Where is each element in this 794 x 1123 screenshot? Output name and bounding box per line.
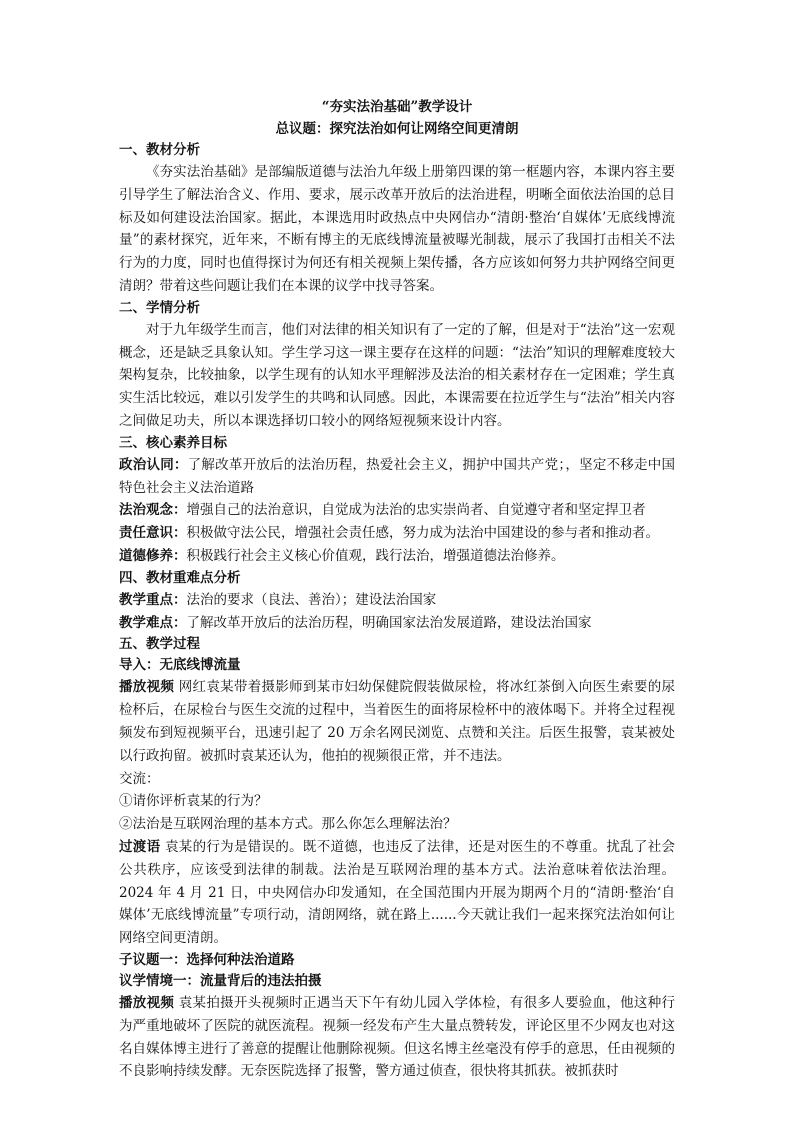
- section-heading-core-goals: 三、核心素养目标: [119, 434, 227, 451]
- difficult-label: 教学难点：: [119, 614, 187, 631]
- goal-rule-of-law: [119, 499, 675, 522]
- goal-label: 责任意识：: [119, 525, 187, 542]
- goal-political-identity: [119, 454, 675, 500]
- difficult-text: 了解改革开放后的法治历程，明确国家法治发展道路，建设法治国家: [186, 614, 592, 631]
- document-subtitle: 总议题：探究法治如何让网络空间更清朗: [275, 121, 519, 137]
- video-text: 网红袁某带着摄影师到某市妇幼保健院假装做尿检，将冰红茶倒入向医生索要的尿检杯后，在尿检台与医生交流的过程中，当着医生的面将尿检杯中的液体喝下。并将全过程视频发布到短视频平台，迅速引起了 20 万余名网民浏览、点赞和关注。后医生报警，袁某被处以行政拘留。被抓时袁某还认为，他拍的视频很正常，并不违法。: [119, 679, 676, 764]
- video-label: 播放视频: [119, 679, 175, 696]
- teaching-key-points: [119, 589, 675, 612]
- sub-topic-1-heading: 子议题一：选择何种法治道路: [119, 951, 295, 968]
- video-text: 袁某拍摄开头视频时正遇当天下午有幼儿园入学体检，有很多人要验血，他这种行为严重地破坏了医院的就医流程。视频一经发布产生大量点赞转发，评论区里不少网友也对这名自媒体博主进行了善意的提醒让他删除视频。但这名博主丝毫没有停手的意思，任由视频的不良影响持续发酵。无奈医院选择了报警，警方通过侦查，很快将其抓获。被抓获时: [119, 994, 676, 1080]
- section-heading-student-analysis: 二、学情分析: [119, 299, 200, 316]
- goal-text: 积极践行社会主义核心价值观，践行法治，增强道德法治修养。: [186, 547, 565, 564]
- goal-text: 增强自己的法治意识，自觉成为法治的忠实崇尚者、自觉遵守者和坚定捍卫者: [186, 502, 646, 519]
- question-1: ①请你评析袁某的行为？: [119, 793, 268, 810]
- student-analysis-paragraph: 对于九年级学生而言，他们对法律的相关知识有了一定的了解，但是对于“法治”这一宏观概念，还是缺乏具象认知。学生学习这一课主要存在这样的问题：“法治”知识的理解难度较大架构复杂，比较抽象，以学生现有的认知水平理解涉及法治的相关素材存在一定困难；学生真实生活比较远，难以引发学生的共鸣和认同感。因此，本课需要在拉近学生与“法治”相关内容之间做足功夫，所以本课选择切口较小的网络短视频来设计内容。: [119, 321, 675, 429]
- goal-label: 政治认同：: [119, 456, 188, 473]
- exchange-label: 交流：: [119, 770, 160, 787]
- textbook-analysis-paragraph: 《夯实法治基础》是部编版道德与法治九年级上册第四课的第一框题内容，本课内容主要引导学生了解法治含义、作用、要求，展示改革开放后的法治进程，明晰全面依法治国的总目标及如何建设法治国家。据此，本课选用时政热点中央网信办“清朗·整治‘自媒体’无底线博流量”的素材探究，近年来，不断有博主的无底线博流量被曝光制裁，展示了我国打击相关不法行为的力度，同时也值得探讨为何还有相关视频上架传播，各方应该如何努力共护网络空间更清朗？带着这些问题让我们在本课的议学中找寻答案。: [119, 164, 675, 294]
- section-heading-textbook-analysis: 一、教材分析: [119, 142, 200, 158]
- video-paragraph-2: [119, 992, 675, 1083]
- key-label: 教学重点：: [119, 591, 187, 608]
- transition-text: 袁某的行为是错误的。既不道德，也违反了法律，还是对医生的不尊重。扰乱了社会公共秩序，应该受到法律的制裁。法治是互联网治理的基本方式。法治意味着依法治理。2024 年 4 月 21 日，中央网信办印发通知，在全国范围内开展为期两个月的“清朗·整治‘自媒体’无底线博流量”专项行动，清朗网络，就在路上......今天就让我们一起来探究法治如何让网络空间更清朗。: [119, 838, 676, 947]
- document-title: “夯实法治基础”教学设计: [321, 99, 473, 115]
- question-2: ②法治是互联网治理的基本方式。那么你怎么理解法治？: [119, 816, 457, 833]
- section-heading-key-difficult: 四、教材重难点分析: [119, 569, 241, 586]
- goal-label: 道德修养：: [119, 547, 187, 564]
- video-label: 播放视频: [119, 994, 175, 1011]
- goal-text: 积极做守法公民，增强社会责任感，努力成为法治中国建设的参与者和推动者。: [186, 525, 659, 542]
- key-text: 法治的要求（良法、善治）；建设法治国家: [186, 591, 437, 608]
- document-page: [119, 96, 675, 1083]
- goal-text: 了解改革开放后的法治历程，热爱社会主义，拥护中国共产党；，坚定不移走中国特色社会主义法治道路: [119, 456, 675, 496]
- scenario-1-heading: 议学情境一：流量背后的违法拍摄: [119, 972, 322, 989]
- goal-responsibility: [119, 522, 675, 545]
- intro-heading: 导入：无底线博流量: [119, 657, 241, 674]
- goal-label: 法治观念：: [119, 502, 187, 519]
- goal-morality: [119, 545, 675, 568]
- section-heading-teaching-process: 五、教学过程: [119, 636, 200, 653]
- transition-paragraph: [119, 836, 675, 950]
- transition-label: 过渡语: [119, 838, 161, 855]
- teaching-difficult-points: [119, 612, 675, 635]
- video-paragraph-1: [119, 676, 675, 767]
